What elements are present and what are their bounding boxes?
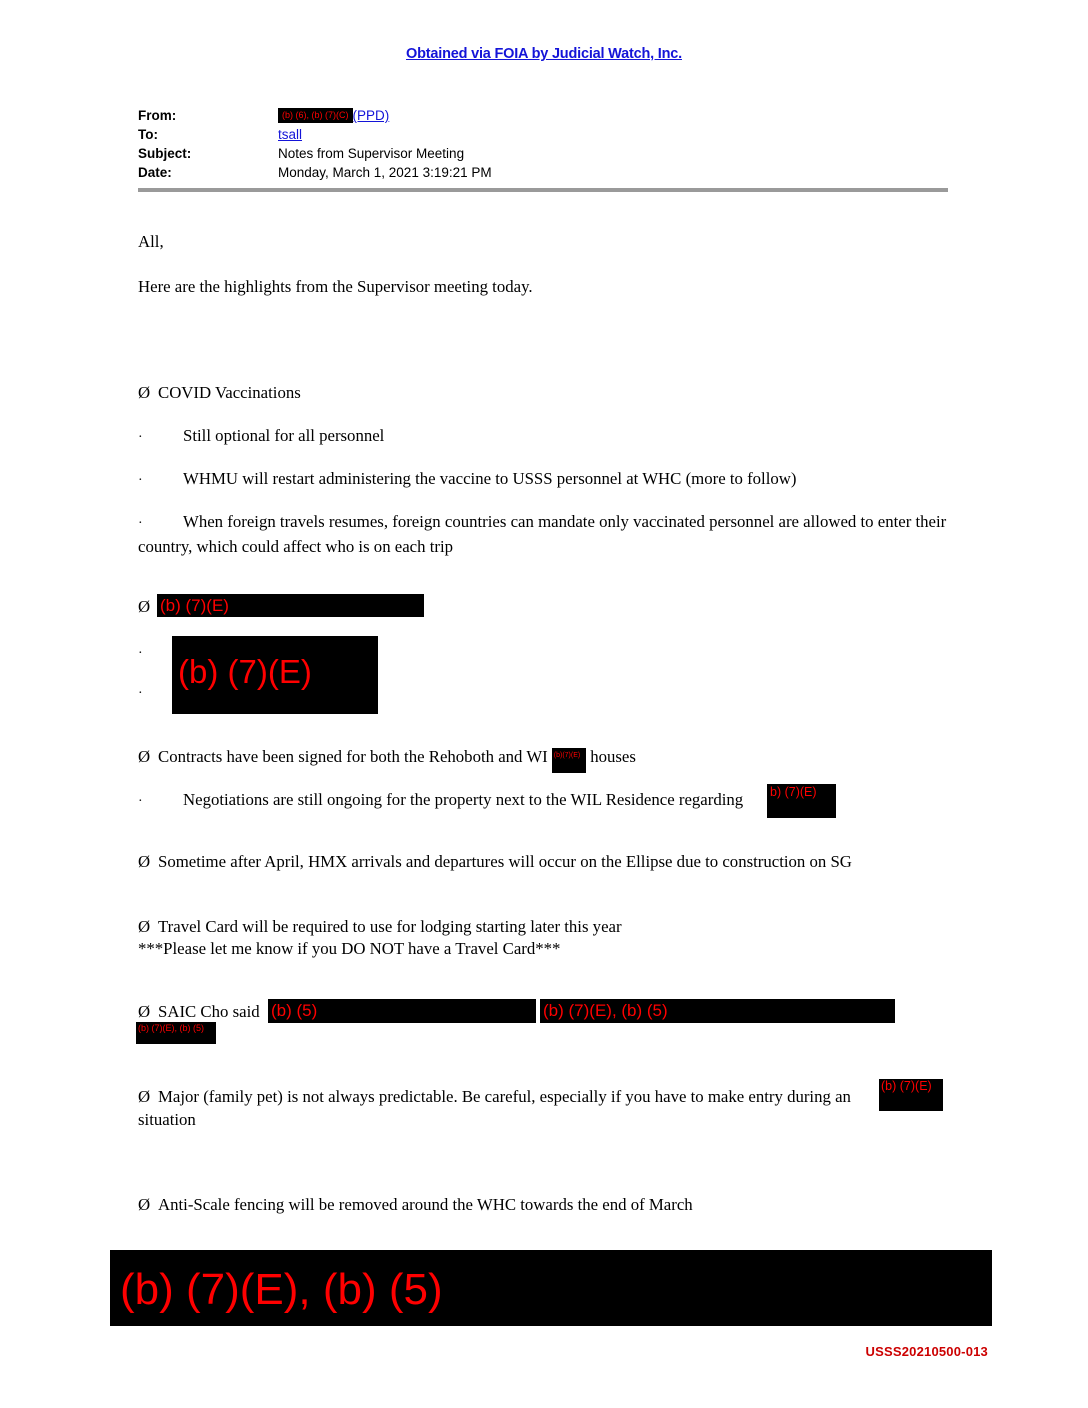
- bullet-marker: Ø: [138, 1195, 151, 1214]
- redaction-bar-b7e-1: (b) (7)(E): [157, 594, 424, 617]
- to-label: To:: [138, 127, 158, 142]
- sub-bullet-marker: ·: [138, 794, 143, 809]
- sub-bullet-marker: ·: [138, 686, 143, 701]
- salutation: All,: [138, 232, 164, 251]
- to-value: [278, 127, 958, 142]
- bullet-travel-card: [138, 915, 968, 938]
- header-row-from: [138, 108, 958, 127]
- sub-bullet-text: WHMU will restart administering the vaccine to USSS personnel at WHC (more to follow): [183, 469, 797, 488]
- foia-banner: Obtained via FOIA by Judicial Watch, Inc.: [406, 46, 682, 62]
- sub-bullet-marker: ·: [138, 430, 143, 445]
- bullet-hmx: [138, 850, 968, 873]
- sub-bullet-optional: [138, 424, 968, 449]
- redaction-bar-b7e-4: (b) (7)(E): [879, 1079, 943, 1111]
- sub-bullet-text: Negotiations are still ongoing for the property next to the WIL Residence regarding: [183, 790, 744, 809]
- bullet-covid-vaccinations: [138, 381, 968, 404]
- subject-value: Notes from Supervisor Meeting: [278, 146, 465, 161]
- header-divider: [138, 188, 948, 192]
- redaction-bar-b7e-b5-2: (b) (7)(E), (b) (5): [136, 1022, 216, 1044]
- from-label: From:: [138, 108, 177, 123]
- redaction-bar-b7e-b5-1: (b) (7)(E), (b) (5): [540, 999, 895, 1023]
- bullet-text-2: houses: [590, 747, 636, 766]
- to-recipient-link[interactable]: tsall: [278, 127, 303, 142]
- travel-card-note: ***Please let me know if you DO NOT have a Travel Card***: [138, 939, 561, 958]
- major-pet-continuation: situation: [138, 1110, 196, 1129]
- bullet-text: SAIC Cho said: [158, 1002, 260, 1021]
- bullet-anti-scale-fencing: [138, 1193, 968, 1216]
- header-row-date: [138, 165, 958, 184]
- bullet-contracts: [138, 745, 968, 771]
- sub-bullet-redacted-2: [138, 680, 968, 705]
- from-ppd-link[interactable]: (PPD): [352, 108, 390, 123]
- bullet-marker: Ø: [138, 597, 151, 616]
- bullet-major-pet: [138, 1085, 898, 1108]
- bullet-marker: Ø: [138, 383, 151, 402]
- bullet-marker: Ø: [138, 917, 151, 936]
- subject-label: Subject:: [138, 146, 192, 161]
- header-row-to: [138, 127, 958, 146]
- sub-bullet-marker: ·: [138, 473, 143, 488]
- from-redaction-bar: (b) (6), (b) (7)(C): [278, 108, 353, 123]
- sub-bullet-marker: ·: [138, 516, 143, 531]
- bullet-marker: Ø: [138, 852, 151, 871]
- sub-bullet-marker: ·: [138, 646, 143, 661]
- redaction-bar-b7e-2: (b) (7)(E): [172, 636, 378, 714]
- bullet-text: Major (family pet) is not always predictable. Be careful, especially if you have to make entry during an: [158, 1087, 851, 1106]
- date-label: Date:: [138, 165, 172, 180]
- bullet-text: Contracts have been signed for both the Rehoboth and WI: [158, 747, 548, 766]
- redaction-bar-b5-1: (b) (5): [268, 999, 536, 1023]
- bullet-marker: Ø: [138, 1002, 151, 1021]
- from-value: [278, 108, 958, 125]
- date-value: Monday, March 1, 2021 3:19:21 PM: [278, 165, 492, 180]
- document-id: USSS20210500-013: [865, 1344, 988, 1359]
- email-header: [138, 108, 958, 184]
- sub-bullet-whmu: [138, 467, 968, 492]
- redaction-bar-b7e-3: b) (7)(E): [767, 784, 836, 818]
- redaction-bar-bottom-block: (b) (7)(E), (b) (5): [110, 1250, 992, 1326]
- sub-bullet-text: Still optional for all personnel: [183, 426, 385, 445]
- bullet-marker: Ø: [138, 747, 151, 766]
- bullet-text: Travel Card will be required to use for lodging starting later this year: [158, 917, 622, 936]
- bullet-text: COVID Vaccinations: [158, 383, 301, 402]
- intro-paragraph: Here are the highlights from the Supervisor meeting today.: [138, 277, 533, 296]
- sub-bullet-negotiations: [138, 788, 838, 813]
- redaction-bar-inline-wi: (b)(7)(E): [552, 748, 586, 773]
- sub-bullet-text: When foreign travels resumes, foreign countries can mandate only vaccinated personnel are allowed to enter their country, which could affect who is on each trip: [138, 512, 947, 556]
- bullet-marker: Ø: [138, 1087, 151, 1106]
- bullet-text: Anti-Scale fencing will be removed around the WHC towards the end of March: [158, 1195, 693, 1214]
- bullet-text: Sometime after April, HMX arrivals and departures will occur on the Ellipse due to construction on SG: [158, 852, 852, 871]
- sub-bullet-foreign-travel: [138, 510, 968, 558]
- header-row-subject: [138, 146, 958, 165]
